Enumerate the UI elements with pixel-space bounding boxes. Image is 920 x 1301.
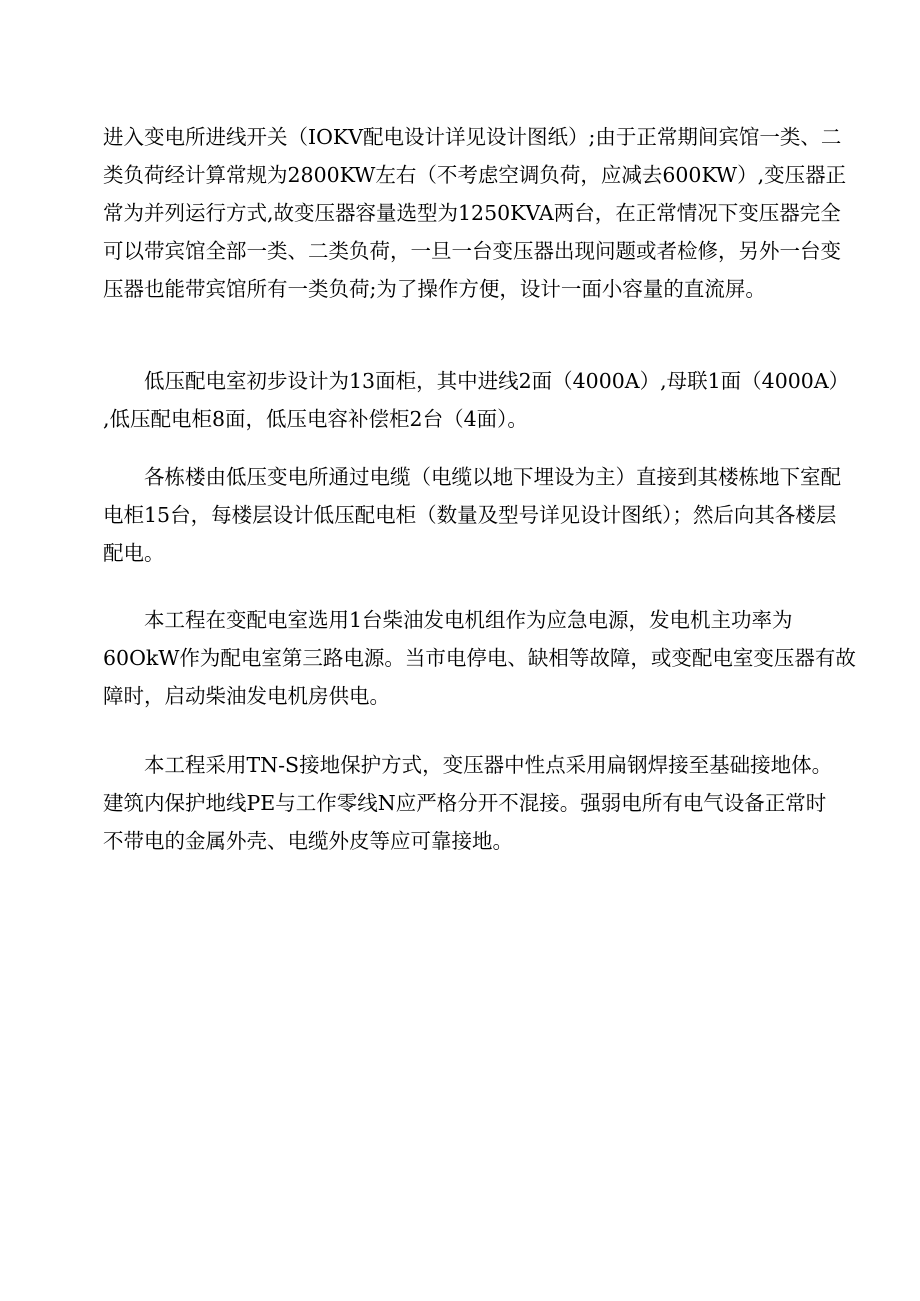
paragraph-line: 类负荷经计算常规为2800KW左右（不考虑空调负荷，应减去600KW）,变压器正 [103, 163, 847, 187]
paragraph-line: ,低压配电柜8面，低压电容补偿柜2台（4面）。 [103, 407, 528, 431]
paragraph-line: 低压配电室初步设计为13面柜，其中进线2面（4000A）,母联1面（4000A） [144, 369, 850, 393]
paragraph-line: 障时，启动柴油发电机房供电。 [103, 684, 390, 708]
paragraph-5 [103, 746, 833, 860]
paragraph-line: 压器也能带宾馆所有一类负荷;为了操作方便，设计一面小容量的直流屏。 [103, 277, 766, 301]
paragraph-line: 常为并列运行方式,故变压器容量选型为1250KVA两台，在正常情况下变压器完全 [103, 201, 841, 225]
paragraph-line: 电柜15台，每楼层设计低压配电柜（数量及型号详见设计图纸）；然后向其各楼层 [103, 503, 837, 527]
paragraph-4 [103, 601, 856, 715]
paragraph-line: 本工程在变配电室选用1台柴油发电机组作为应急电源，发电机主功率为 [144, 608, 793, 632]
paragraph-line: 配电。 [103, 541, 165, 565]
paragraph-line: 不带电的金属外壳、电缆外皮等应可靠接地。 [103, 829, 513, 853]
paragraph-line: 各栋楼由低压变电所通过电缆（电缆以地下埋设为主）直接到其楼栋地下室配 [144, 465, 841, 489]
paragraph-1 [103, 118, 847, 308]
paragraph-3 [103, 458, 841, 572]
paragraph-line: 本工程采用TN-S接地保护方式，变压器中性点采用扁钢焊接至基础接地体。 [144, 753, 833, 777]
paragraph-line: 进入变电所进线开关（IOKV配电设计详见设计图纸）;由于正常期间宾馆一类、二 [103, 125, 842, 149]
paragraph-line: 可以带宾馆全部一类、二类负荷，一旦一台变压器出现问题或者检修，另外一台变 [103, 239, 841, 263]
paragraph-2 [103, 362, 850, 438]
paragraph-line: 60OkW作为配电室第三路电源。当市电停电、缺相等故障，或变配电室变压器有故 [103, 646, 856, 670]
paragraph-line: 建筑内保护地线PE与工作零线N应严格分开不混接。强弱电所有电气设备正常时 [103, 791, 827, 815]
